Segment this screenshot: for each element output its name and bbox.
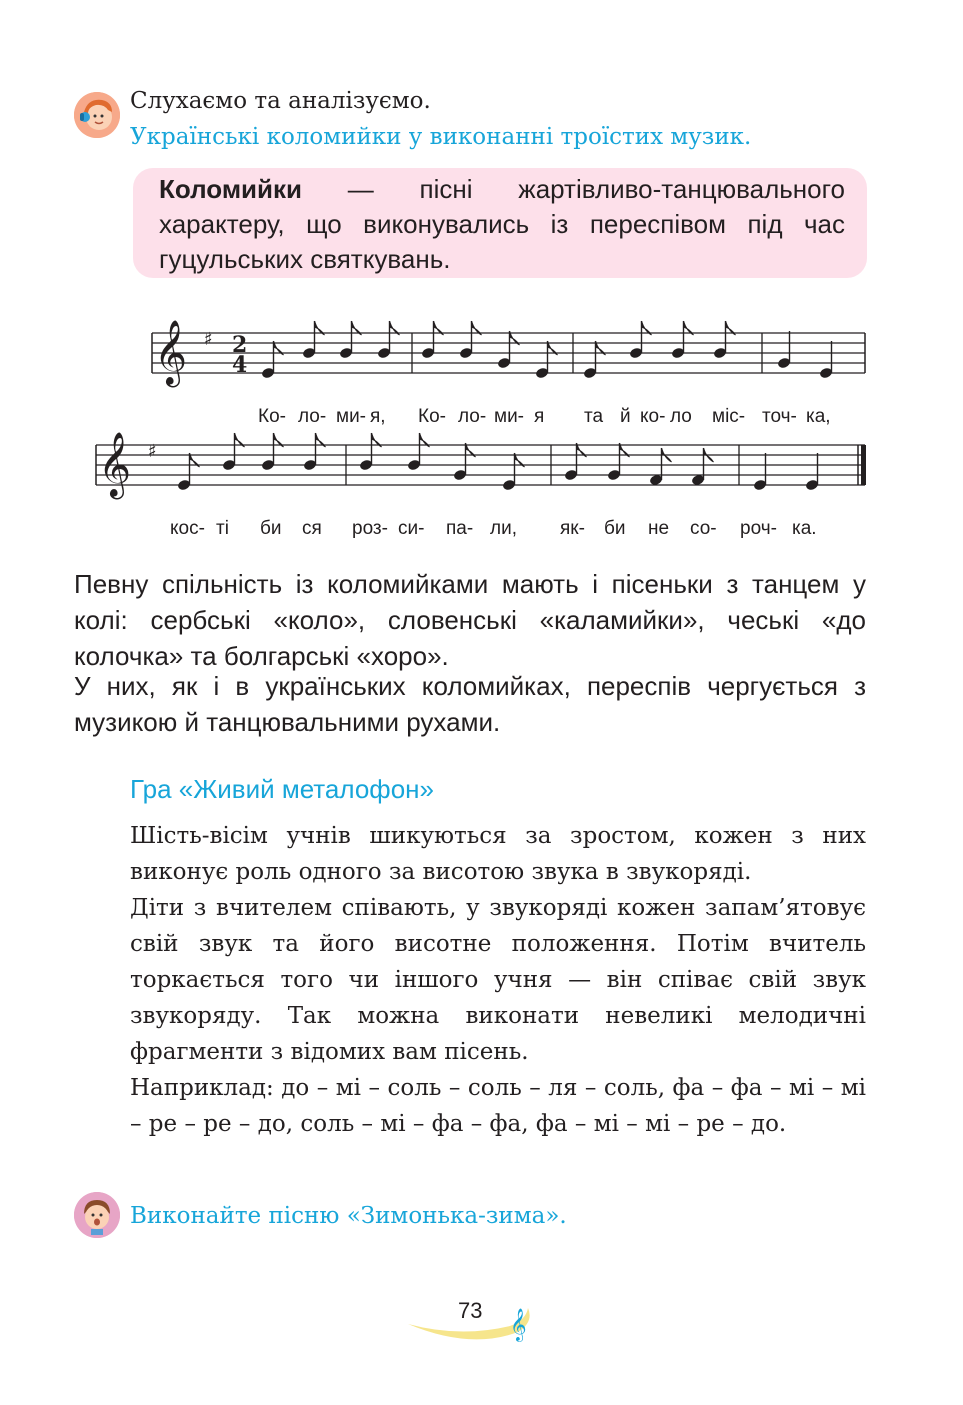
lyric-syllable: ті	[216, 518, 229, 539]
final-barline-thick	[861, 445, 866, 485]
lyric-syllable: міс-	[712, 406, 746, 427]
lyric-syllable: би	[604, 518, 626, 539]
listen-instruction: Слухаємо та аналізуємо.	[130, 88, 431, 114]
paragraph-1: Певну спільність із коломийками мають і пісеньки з танцем у колі: сербські «коло», словенські «каламийки», чеські «до колочка» та болгарські «хоро».	[74, 569, 866, 671]
lyric-syllable: ли,	[490, 518, 517, 539]
lyric-syllable: кос-	[170, 518, 205, 539]
sing-instruction: Виконайте пісню «Зимонька-зима».	[130, 1203, 567, 1229]
lyric-syllable: роз-	[352, 518, 388, 539]
game-paragraph-1: Шість-вісім учнів шикуються за зростом, кожен з них виконує роль одного за висотою звука в звукоряді.	[130, 823, 866, 885]
lyric-syllable: ми-	[336, 406, 367, 427]
game-paragraph-3: Наприклад: до – мі – соль – соль – ля – соль, фа – фа – мі – мі – ре – ре – до, соль – мі – фа – фа, фа – мі – мі – ре – до.	[130, 1075, 866, 1137]
music-score	[0, 300, 963, 550]
lyric-syllable: не	[648, 518, 670, 539]
singing-boy-icon	[74, 1192, 120, 1238]
treble-clef-icon	[510, 1308, 527, 1342]
lyric-syllable: ло-	[458, 406, 487, 427]
key-signature-sharp: ♯	[204, 329, 213, 350]
lyric-syllable: як-	[560, 518, 585, 539]
lyric-syllable: со-	[690, 518, 717, 539]
lyric-syllable: ся	[302, 518, 322, 539]
definition-text	[159, 172, 845, 277]
listen-subtitle: Українські коломийки у виконанні троїстих музик.	[130, 124, 752, 150]
lyric-syllable: я,	[370, 406, 386, 427]
lyric-syllable: ка,	[806, 406, 831, 427]
score-svg	[0, 300, 963, 550]
lyric-syllable: си-	[398, 518, 425, 539]
definition-body: — пісні жартівливо-танцювального характеру, що виконувались із переспівом під час гуцульських святкувань.	[159, 174, 845, 274]
page-number: 73	[458, 1298, 483, 1323]
lyric-syllable: Ко-	[418, 406, 446, 427]
paragraph-2: У них, як і в українських коломийках, переспів чергується з музикою й танцювальними рухами.	[74, 671, 866, 737]
lyric-syllable: ка.	[792, 518, 817, 539]
treble-clef: 𝄞	[154, 320, 188, 385]
definition-term: Коломийки	[159, 174, 303, 204]
time-signature-top: 2	[232, 332, 248, 358]
treble-clef: 𝄞	[98, 432, 132, 497]
lyric-syllable: роч-	[740, 518, 777, 539]
game-title: Гра «Живий металофон»	[130, 774, 434, 804]
lyric-syllable: ло-	[298, 406, 327, 427]
lyric-syllable: би	[260, 518, 282, 539]
lyric-syllable: я	[534, 406, 545, 427]
key-signature-sharp: ♯	[148, 441, 157, 462]
headphones-boy-icon	[74, 92, 120, 138]
lyric-syllable: ло	[670, 406, 692, 427]
lyric-syllable: ми-	[494, 406, 525, 427]
definition-box	[133, 168, 867, 278]
svg-text:𝄞: 𝄞	[510, 1308, 527, 1341]
lyric-syllable: точ-	[762, 406, 797, 427]
game-paragraph-2: Діти з вчителем співають, у звукоряді кожен запам’ятовує свій звук та його висотне положення. Потім вчитель торкається того чи іншого учня — він співає свій звук звукоряду. Так можна виконати невеликі мелодичні фрагменти з відомих вам пісень.	[130, 895, 866, 1065]
lyric-syllable: Ко-	[258, 406, 286, 427]
lyric-syllable: та	[584, 406, 604, 427]
lyric-syllable: й	[620, 406, 631, 427]
lyric-syllable: па-	[446, 518, 474, 539]
time-signature-bottom: 4	[232, 352, 248, 378]
lyric-syllable: ко-	[640, 406, 666, 427]
